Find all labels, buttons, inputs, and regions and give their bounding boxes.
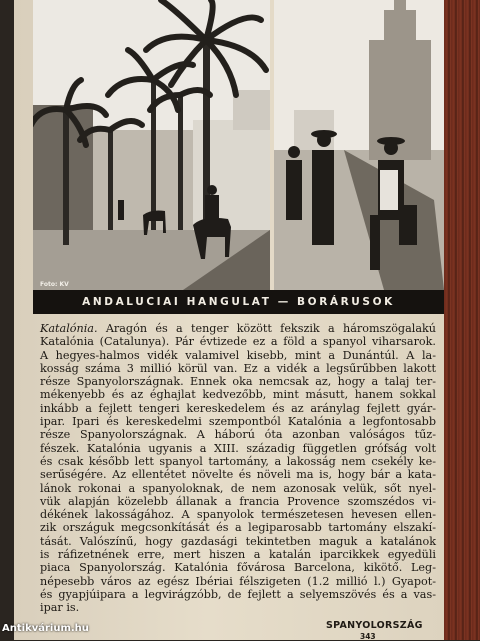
text-content: kosság száma 3 millió körül van. Ez a vidék a legsűrűbben lakott <box>40 361 436 375</box>
text-content: tását. Valószínű, hogy gazdasági tekintetben maguk a katalánok <box>40 534 436 548</box>
text-content: és csak később lett spanyol tartomány, a lakosság nem csekély ke- <box>40 454 436 468</box>
text-line <box>40 508 436 521</box>
text-content: ipar is. <box>40 601 80 615</box>
text-line <box>40 402 436 415</box>
text-content: része Spanyolországnak. A háború óta azonban valóságos tűz- <box>40 428 436 442</box>
running-head: SPANYOLORSZÁG <box>326 620 423 631</box>
text-line <box>40 495 436 508</box>
text-line <box>40 362 436 375</box>
text-content: mékenyebb és az éghajlat kedvezőbb, mint másutt, hanem sokkal <box>40 388 436 402</box>
text-content: fészek. Katalónia ugyanis a XIII. századig független grófság volt <box>40 441 436 455</box>
text-content: is ráfizetnének erre, mert hiszen a katalán iparcikkek egyedüli <box>40 548 436 562</box>
article-body <box>40 322 436 615</box>
text-content: része Spanyolországnak. Ennek oka nemcsak az, hogy a talaj ter- <box>40 375 436 389</box>
text-content: Katalónia (Catalunya). Pár évtizede ez a föld a spanyol viharsarok. <box>40 335 436 349</box>
photo-caption: ANDALUCIAI HANGULAT — BORÁRUSOK <box>33 290 444 314</box>
text-line <box>40 575 436 588</box>
text-line <box>40 415 436 428</box>
text-line <box>40 428 436 441</box>
text-line <box>40 601 436 614</box>
text-line <box>40 442 436 455</box>
text-line <box>40 561 436 574</box>
text-content: piaca Spanyolország. Katalónia fővárosa Barcelona, kikötő. Leg- <box>40 561 436 575</box>
book-spine <box>444 0 480 640</box>
text-line <box>40 322 436 335</box>
text-content: inkább a fejlett tengeri kereskedelem és az aránylag fejlett gyár- <box>40 401 436 415</box>
text-content: A hegyes-halmos vidék valamivel kisebb, mint a Dunántúl. A la- <box>40 348 436 362</box>
page-number: 343 <box>360 632 376 641</box>
text-content: dékének lakosságához. A spanyolok természetesen hevesen ellen- <box>40 508 436 522</box>
photo-credit: Foto: KV <box>40 281 69 288</box>
text-line <box>40 548 436 561</box>
text-content: ipar. Ipari és kereskedelmi szempontból Katalónia a legfontosabb <box>40 415 436 429</box>
photo-wine-merchants <box>274 0 444 290</box>
text-content: serűségére. Az ellentétet növelte és növeli ma is, hogy bár a kata- <box>40 468 436 482</box>
text-line <box>40 588 436 601</box>
text-line <box>40 455 436 468</box>
text-content: és gyapjúipara a legvirágzóbb, de fejlett a selyemszövés és a vas- <box>40 587 436 601</box>
photo-andalusian-street <box>33 0 270 290</box>
text-line <box>40 335 436 348</box>
text-content: vük alapján közelebb állanak a francia Provence szomszédos vi- <box>40 494 436 508</box>
text-line <box>40 468 436 481</box>
text-line <box>40 482 436 495</box>
section-heading: Katalónia. <box>40 322 98 335</box>
text-line <box>40 535 436 548</box>
text-line <box>40 375 436 388</box>
text-content: zik országuk megcsonkítását és a legiparosabb tartomány elszakí- <box>40 521 436 535</box>
text-content: Aragón és a tenger között fekszik a háromszögalakú <box>97 322 436 335</box>
watermark: Antikvárium.hu <box>2 623 89 634</box>
text-line <box>40 349 436 362</box>
text-line <box>40 521 436 534</box>
text-line <box>40 388 436 401</box>
text-content: lánok rokonai a spanyoloknak, de nem azonosak velük, sőt nyel- <box>40 481 436 495</box>
text-content: népesebb város az egész Ibériai félszigeten (1.2 millió l.) Gyapot- <box>40 574 436 588</box>
